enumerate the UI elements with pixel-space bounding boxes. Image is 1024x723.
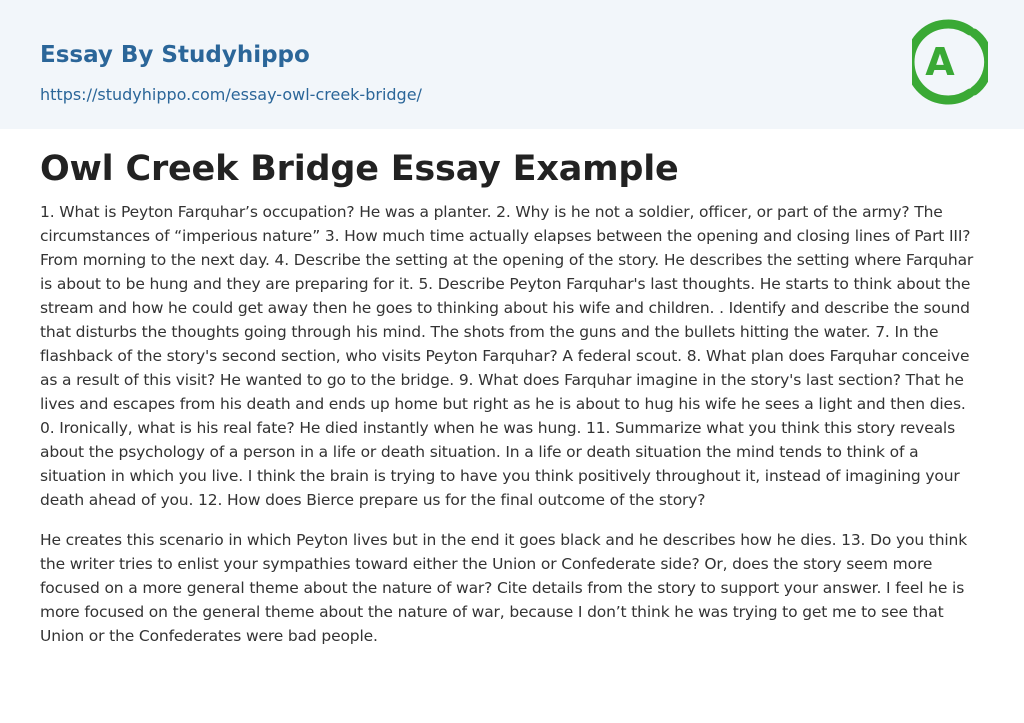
page-title: Owl Creek Bridge Essay Example	[40, 149, 679, 189]
essay-content	[0, 147, 1024, 648]
essay-paragraph-2: He creates this scenario in which Peyton lives but in the end it goes black and he describes how he dies. 13. Do you think the writer tries to enlist your sympathies toward either the Union or Confederate side? Or, does the story seem more focused on a more general theme about the nature of war? Cite details from the story to support your answer. I feel he is more focused on the general theme about the nature of war, because I don’t think he was trying to get me to see that Union or the Confederates were bad people.	[40, 531, 968, 645]
brand-title[interactable]: Essay By Studyhippo	[40, 42, 310, 68]
essay-paragraph-1: 1. What is Peyton Farquhar’s occupation? He was a planter. 2. Why is he not a soldier, officer, or part of the army? The circumstances of “imperious nature” 3. How much time actually elapses between the opening and closing lines of Part III? From morning to the next day. 4. Describe the setting at the opening of the story. He describes the setting where Farquhar is about to be hung and they are preparing for it. 5. Describe Peyton Farquhar's last thoughts. He starts to think about the stream and how he could get away then he goes to thinking about his wife and children. . Identify and describe the sound that disturbs the thoughts going through his mind. The shots from the guns and the bullets hitting the water. 7. In the flashback of the story's second section, who visits Peyton Farquhar? A federal scout. 8. What plan does Farquhar conceive as a result of this visit? He wanted to go to the bridge. 9. What does Farquhar imagine in the story's last section? That he lives and escapes from his death and ends up home but right as he is about to hug his wife he sees a light and then dies. 0. Ironically, what is his real fate? He died instantly when he was hung. 11. Summarize what you think this story reveals about the psychology of a person in a life or death situation. In a life or death situation the mind tends to think of a situation in which you live. I think the brain is trying to have you think positively throughout it, instead of imagining your death ahead of you. 12. How does Bierce prepare us for the final outcome of the story?	[40, 203, 974, 509]
svg-text:A: A	[925, 40, 955, 84]
essay-url-link[interactable]: https://studyhippo.com/essay-owl-creek-bridge/	[40, 85, 422, 104]
site-header	[0, 0, 1024, 129]
studyhippo-logo-icon[interactable]	[912, 19, 988, 105]
